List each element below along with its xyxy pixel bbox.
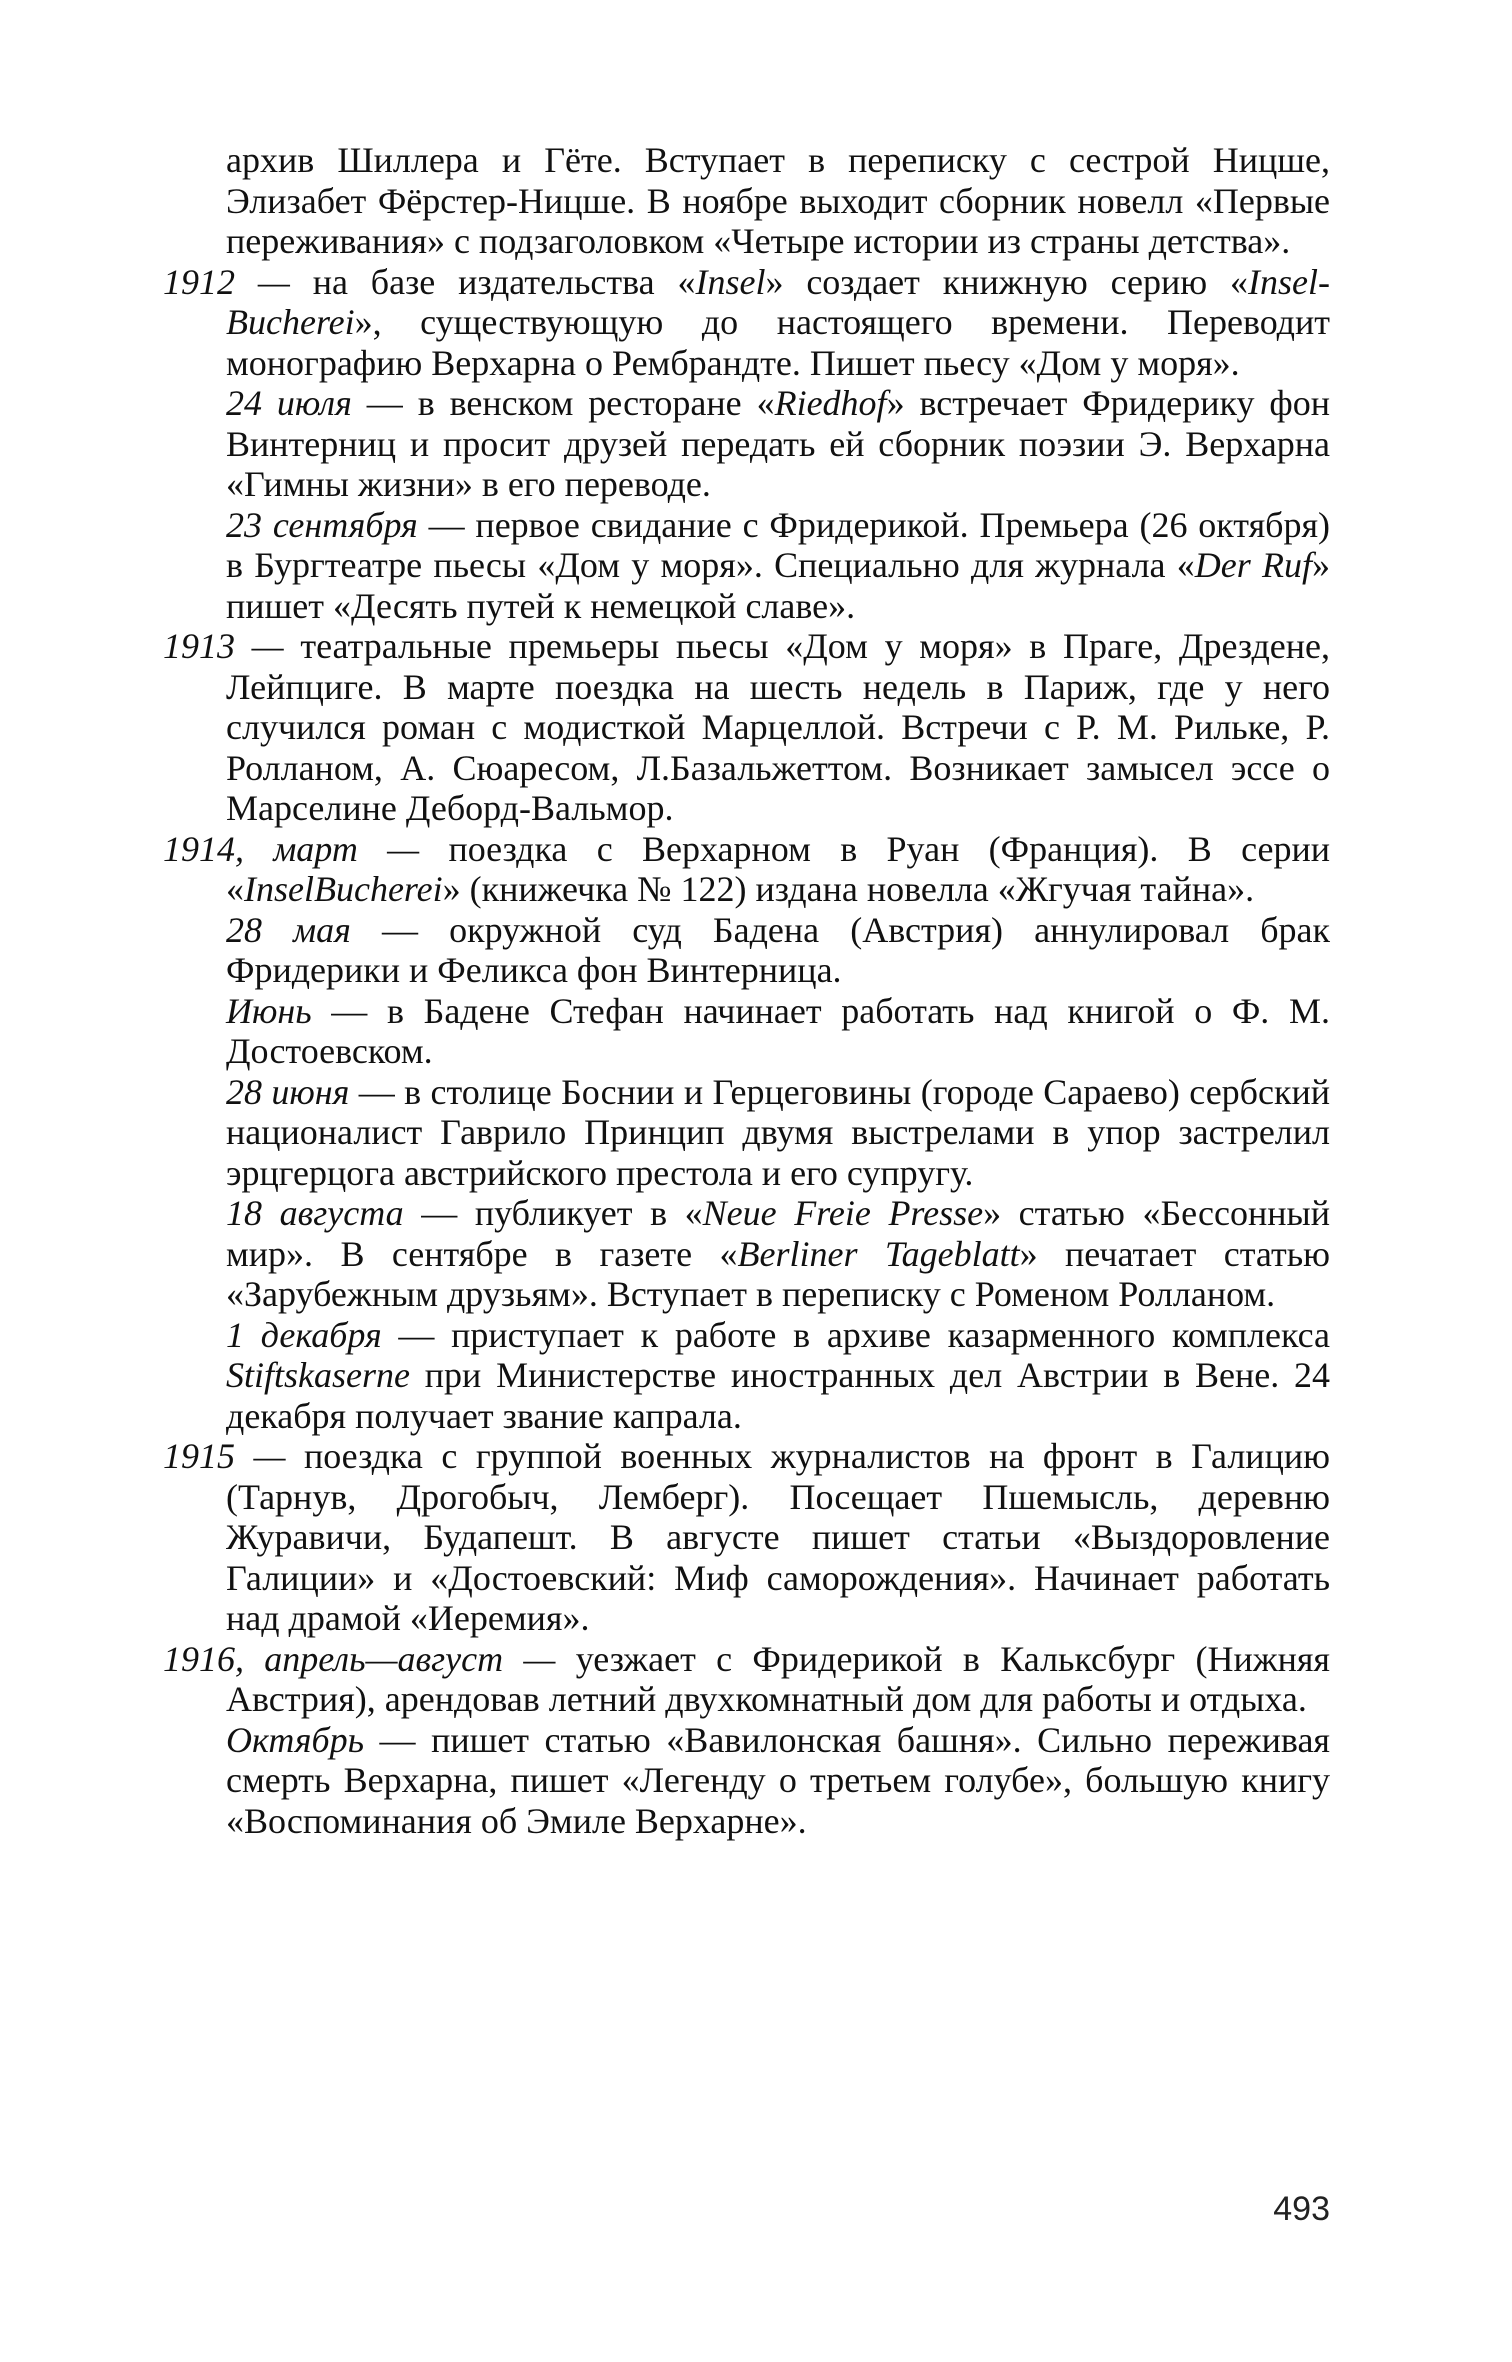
entry-text: — пишет статью «Вавилонская башня». Сильно переживая смерть Верхарна, пишет «Легенду о третьем голубе», большую книгу «Воспоминания об Эмиле Верхарне». [226,1719,1330,1841]
chronology-paragraph [163,1193,1330,1315]
entry-date: 1 декабря [226,1314,382,1355]
entry-text: — в венском ресторане « [351,383,775,423]
chronology-paragraph [163,262,1330,384]
entry-text: » печатает статью «Зарубежным друзьям». Вступает в переписку с Роменом Ролланом. [226,1233,1331,1314]
entry-text: — публикует в « [403,1193,703,1233]
entry-year: 1916, апрель—август — [163,1638,556,1679]
italic-title: Stiftskaserne [226,1355,410,1395]
entry-date: 24 июля [226,383,352,423]
entry-text: архив Шиллера и Гёте. Вступает в переписку с сестрой Ницше, Элизабет Фёрстер-Ницше. В ноябре выходит сборник новелл «Первые переживания» с подзаголовком «Четыре истории из страны детства». [226,140,1330,261]
chronology-paragraph [163,910,1330,991]
entry-date: Октябрь [226,1719,365,1760]
entry-date: 28 мая [226,909,351,950]
entry-year: 1913 — [163,626,284,666]
entry-text: — окружной суд Бадена (Австрия) аннулировал брак Фридерики и Феликса фон Винтерница. [226,909,1330,990]
entry-date: 28 июня [226,1071,350,1112]
page-number: 493 [1273,2190,1330,2228]
chronology-paragraph [163,383,1330,505]
italic-title: Neue Freie Presse [702,1193,984,1233]
italic-title: Insel [695,261,766,302]
entry-text: — в столице Боснии и Герцеговины (городе Сараево) сербский националист Гаврило Принцип двумя выстрелами в упор застрелил эрцгерцога австрийского престола и его супругу. [226,1071,1330,1193]
chronology-paragraph [163,505,1330,627]
entry-text: поездка с Верхарном в Руан (Франция). В серии « [226,828,1330,909]
italic-title: Insel-Bucherei [226,261,1331,342]
entry-date: 23 сентября [226,504,418,545]
chronology-paragraph [163,1639,1330,1720]
italic-title: Berliner Tageblatt [737,1233,1020,1274]
entry-year: 1912 — [163,261,290,302]
italic-title: Der Ruf [1194,545,1312,585]
entry-year: 1915 — [163,1436,286,1476]
chronology-paragraph [163,140,1330,262]
chronology-paragraph [163,829,1330,910]
entry-text: поездка с группой военных журналистов на фронт в Галицию (Тарнув, Дрогобыч, Лемберг). Посещает Пшемысль, деревню Журавичи, Будапешт. В августе пишет статьи «Выздоровление Галиции» и «Достоевский: Миф саморождения». Начинает работать над драмой «Иеремия». [226,1436,1330,1638]
chronology-paragraph [163,1072,1330,1194]
entry-text: » статью «Бессонный мир». В сентябре в газете « [226,1193,1331,1274]
entry-text: — приступает к работе в архиве казарменного комплекса [381,1314,1330,1355]
entry-text: — в Бадене Стефан начинает работать над книгой о Ф. М. Достоевском. [226,990,1330,1071]
chronology-paragraph [163,991,1330,1072]
entry-text: театральные премьеры пьесы «Дом у моря» в Праге, Дрездене, Лейпциге. В марте поездка на шесть недель в Париж, где у него случился роман с модисткой Марцеллой. Встречи с Р. М. Рильке, Р. Ролланом, А. Сюаресом, Л.Базальжеттом. Возникает замысел эссе о Марселине Деборд-Вальмор. [226,626,1330,828]
entry-text: » создает книжную серию « [765,261,1249,302]
entry-year: 1914, март — [163,828,420,869]
italic-title: InselBucherei [244,869,443,909]
entry-text: уезжает с Фридерикой в Кальксбург (Нижняя Австрия), арендовав летний двухкомнатный дом для работы и отдыха. [226,1638,1330,1719]
entry-text: » (книжечка № 122) издана новелла «Жгучая тайна». [442,869,1255,909]
entry-text: » пишет «Десять путей к немецкой славе». [226,545,1330,626]
chronology-paragraph [163,1436,1330,1639]
entry-text: — первое свидание с Фридерикой. Премьера (26 октября) в Бургтеатре пьесы «Дом у моря». Специально для журнала « [226,504,1330,585]
entry-text: при Министерстве иностранных дел Австрии в Вене. 24 декабря получает звание капрала. [226,1355,1330,1436]
chronology-paragraph [163,1315,1330,1437]
chronology-paragraph [163,1720,1330,1842]
entry-date: Июнь [226,990,312,1031]
chronology-text [163,140,1330,1841]
italic-title: Riedhof [774,383,887,423]
entry-date: 18 августа [226,1193,404,1233]
chronology-paragraph [163,626,1330,829]
entry-text: », существующую до настоящего времени. Переводит монографию Верхарна о Рембрандте. Пишет пьесу «Дом у моря». [226,302,1330,383]
entry-text: на базе издательства « [289,261,696,302]
entry-text: » встречает Фридерику фон Винтерниц и просит друзей передать ей сборник поэзии Э. Верхарна «Гимны жизни» в его переводе. [226,383,1330,504]
